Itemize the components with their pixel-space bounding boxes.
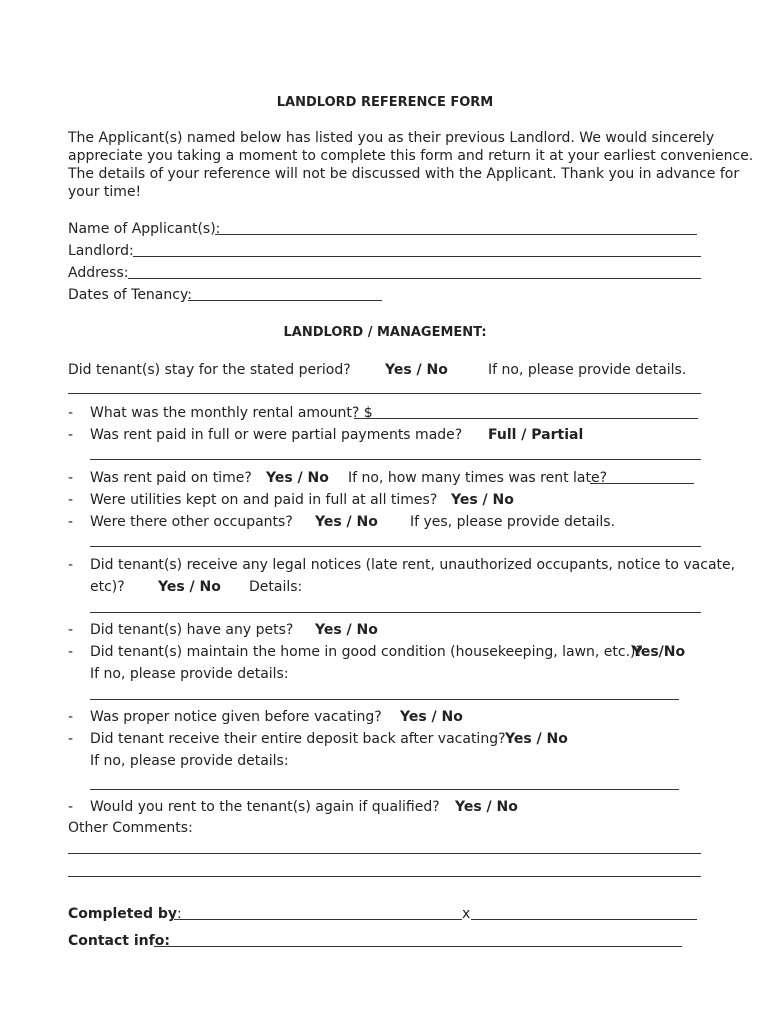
rent-amount-question: What was the monthly rental amount? $ [90, 405, 373, 421]
deposit-question: Did tenant receive their entire deposit back after vacating? [90, 731, 506, 747]
rent-details-field[interactable] [90, 459, 701, 460]
rent-full-question: Was rent paid in full or were partial payments made? [90, 427, 463, 443]
signature-field[interactable] [471, 919, 697, 920]
bullet-dash: - [68, 799, 74, 815]
deposit-details-label: If no, please provide details: [90, 753, 289, 769]
pets-yes-no[interactable]: Yes / No [315, 622, 378, 638]
comments-field-2[interactable] [68, 876, 701, 877]
intro-line: The details of your reference will not be discussed with the Applicant. Thank you in advance for [68, 166, 740, 182]
late-times-field[interactable] [590, 483, 694, 484]
contact-info-field[interactable] [154, 946, 682, 947]
legal-details-label: Details: [249, 579, 303, 595]
bullet-dash: - [68, 557, 74, 573]
condition-details-label: If no, please provide details: [90, 666, 289, 682]
address-field[interactable] [128, 278, 701, 279]
completed-by-colon: : [177, 906, 182, 922]
condition-yes-no[interactable]: Yes/No [632, 644, 686, 660]
tenancy-label: Dates of Tenancy: [68, 287, 192, 303]
section-heading: LANDLORD / MANAGEMENT: [283, 325, 487, 340]
utilities-yes-no[interactable]: Yes / No [451, 492, 514, 508]
deposit-yes-no[interactable]: Yes / No [505, 731, 568, 747]
intro-line: appreciate you taking a moment to complete this form and return it at your earliest convenience. [68, 148, 754, 164]
legal-question: Did tenant(s) receive any legal notices (late rent, unauthorized occupants, notice to vacate, [90, 557, 736, 573]
bullet-dash: - [68, 709, 74, 725]
late-times-label: If no, how many times was rent late? [348, 470, 608, 486]
comments-field-1[interactable] [68, 853, 701, 854]
legal-question-cont: etc)? [90, 579, 125, 595]
signature-x-mark: x [462, 906, 471, 922]
occupants-details-label: If yes, please provide details. [410, 514, 616, 530]
occupants-details-field[interactable] [90, 546, 701, 547]
address-label: Address: [68, 265, 129, 281]
stay-details-field[interactable] [68, 393, 701, 394]
bullet-dash: - [68, 492, 74, 508]
notice-question: Was proper notice given before vacating? [90, 709, 382, 725]
landlord-field[interactable] [133, 256, 701, 257]
rent-again-question: Would you rent to the tenant(s) again if qualified? [90, 799, 440, 815]
rent-amount-field[interactable] [354, 418, 698, 419]
bullet-dash: - [68, 470, 74, 486]
tenancy-field[interactable] [188, 300, 382, 301]
condition-details-field[interactable] [90, 699, 679, 700]
completed-by-label [68, 905, 182, 923]
stay-yes-no[interactable]: Yes / No [385, 362, 448, 378]
legal-details-field[interactable] [90, 612, 701, 613]
rent-again-yes-no[interactable]: Yes / No [455, 799, 518, 815]
rent-full-partial[interactable]: Full / Partial [488, 427, 584, 443]
completed-by-field[interactable] [174, 919, 462, 920]
bullet-dash: - [68, 622, 74, 638]
intro-line: your time! [68, 184, 142, 200]
bullet-dash: - [68, 731, 74, 747]
form-title: LANDLORD REFERENCE FORM [276, 95, 494, 110]
rent-on-time-yes-no[interactable]: Yes / No [266, 470, 329, 486]
bullet-dash: - [68, 405, 74, 421]
landlord-label: Landlord: [68, 243, 134, 259]
intro-line: The Applicant(s) named below has listed you as their previous Landlord. We would sincerely [68, 130, 715, 146]
utilities-question: Were utilities kept on and paid in full at all times? [90, 492, 438, 508]
occupants-yes-no[interactable]: Yes / No [315, 514, 378, 530]
intro-paragraph [68, 129, 754, 201]
applicant-label: Name of Applicant(s): [68, 221, 221, 237]
applicant-field[interactable] [215, 234, 697, 235]
bullet-dash: - [68, 514, 74, 530]
bullet-dash: - [68, 644, 74, 660]
contact-info-label: Contact info: [68, 933, 170, 949]
bullet-dash: - [68, 427, 74, 443]
stay-question: Did tenant(s) stay for the stated period? [68, 362, 351, 378]
occupants-question: Were there other occupants? [90, 514, 293, 530]
completed-by-text: Completed by [68, 906, 178, 922]
rent-on-time-question: Was rent paid on time? [90, 470, 252, 486]
pets-question: Did tenant(s) have any pets? [90, 622, 294, 638]
stay-details-label: If no, please provide details. [488, 362, 687, 378]
condition-question: Did tenant(s) maintain the home in good condition (housekeeping, lawn, etc.)? [90, 644, 643, 660]
comments-label: Other Comments: [68, 820, 193, 836]
legal-yes-no[interactable]: Yes / No [158, 579, 221, 595]
deposit-details-field[interactable] [90, 789, 679, 790]
notice-yes-no[interactable]: Yes / No [400, 709, 463, 725]
